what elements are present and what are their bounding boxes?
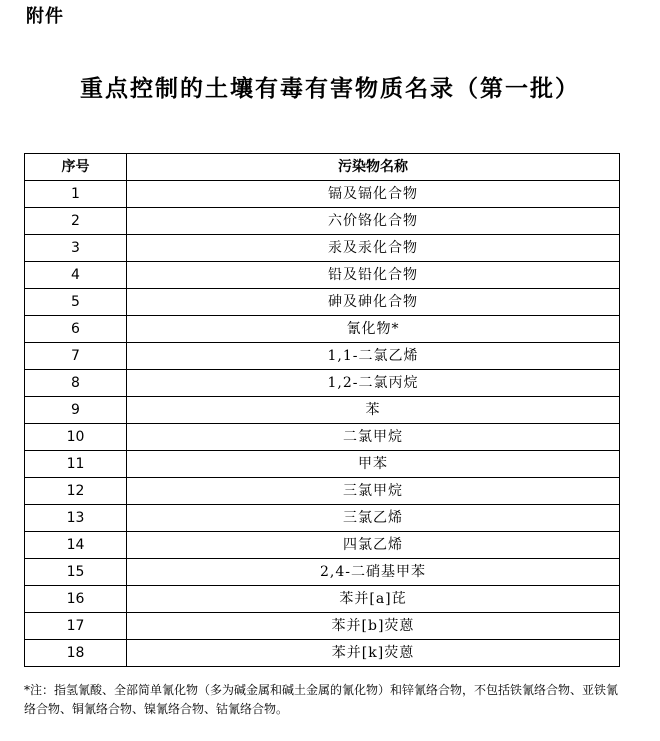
table-row [25,343,620,370]
pollutant-name-cell: 铅及铅化合物 [127,262,620,289]
pollutant-name-cell: 甲苯 [127,451,620,478]
pollutant-name-cell: 三氯乙烯 [127,505,620,532]
row-index-cell: 9 [25,397,127,424]
table-row [25,559,620,586]
row-index-cell: 10 [25,424,127,451]
row-index-cell: 6 [25,316,127,343]
pollutant-name-cell: 苯并[b]荧蒽 [127,613,620,640]
table-row [25,262,620,289]
pollutant-name-cell: 苯并[k]荧蒽 [127,640,620,667]
pollutant-name-cell: 六价铬化合物 [127,208,620,235]
pollutant-name-cell: 1,2-二氯丙烷 [127,370,620,397]
table-row [25,208,620,235]
row-index-cell: 4 [25,262,127,289]
table-header-row [25,154,620,181]
table-row [25,640,620,667]
table-row [25,235,620,262]
row-index-cell: 13 [25,505,127,532]
table-row [25,451,620,478]
row-index-cell: 2 [25,208,127,235]
footnote: *注：指氢氰酸、全部简单氰化物（多为碱金属和碱土金属的氰化物）和锌氰络合物，不包括铁氰络合物、亚铁氰络合物、铜氰络合物、镍氰络合物、钴氰络合物。 [24,683,619,716]
pollutant-name-cell: 1,1-二氯乙烯 [127,343,620,370]
row-index-cell: 7 [25,343,127,370]
pollutant-name-cell: 汞及汞化合物 [127,235,620,262]
pollutant-name-cell: 苯并[a]芘 [127,586,620,613]
pollutant-name-cell: 2,4-二硝基甲苯 [127,559,620,586]
row-index-cell: 15 [25,559,127,586]
pollutant-table [24,153,620,667]
table-row [25,532,620,559]
table-row [25,505,620,532]
table-row [25,289,620,316]
column-header-index: 序号 [25,154,127,181]
row-index-cell: 12 [25,478,127,505]
row-index-cell: 16 [25,586,127,613]
row-index-cell: 1 [25,181,127,208]
document-title: 重点控制的土壤有毒有害物质名录（第一批） [80,76,580,102]
row-index-cell: 17 [25,613,127,640]
row-index-cell: 18 [25,640,127,667]
pollutant-name-cell: 氰化物* [127,316,620,343]
table-row [25,370,620,397]
pollutant-name-cell: 二氯甲烷 [127,424,620,451]
pollutant-name-cell: 镉及镉化合物 [127,181,620,208]
table-row [25,316,620,343]
column-header-name: 污染物名称 [127,154,620,181]
pollutant-name-cell: 苯 [127,397,620,424]
row-index-cell: 14 [25,532,127,559]
table-row [25,181,620,208]
table-row [25,586,620,613]
pollutant-name-cell: 三氯甲烷 [127,478,620,505]
row-index-cell: 5 [25,289,127,316]
row-index-cell: 11 [25,451,127,478]
table-row [25,424,620,451]
table-row [25,613,620,640]
table-body [25,181,620,667]
table-row [25,478,620,505]
table-row [25,397,620,424]
pollutant-name-cell: 砷及砷化合物 [127,289,620,316]
pollutant-name-cell: 四氯乙烯 [127,532,620,559]
row-index-cell: 3 [25,235,127,262]
row-index-cell: 8 [25,370,127,397]
attachment-label: 附件 [26,6,64,27]
